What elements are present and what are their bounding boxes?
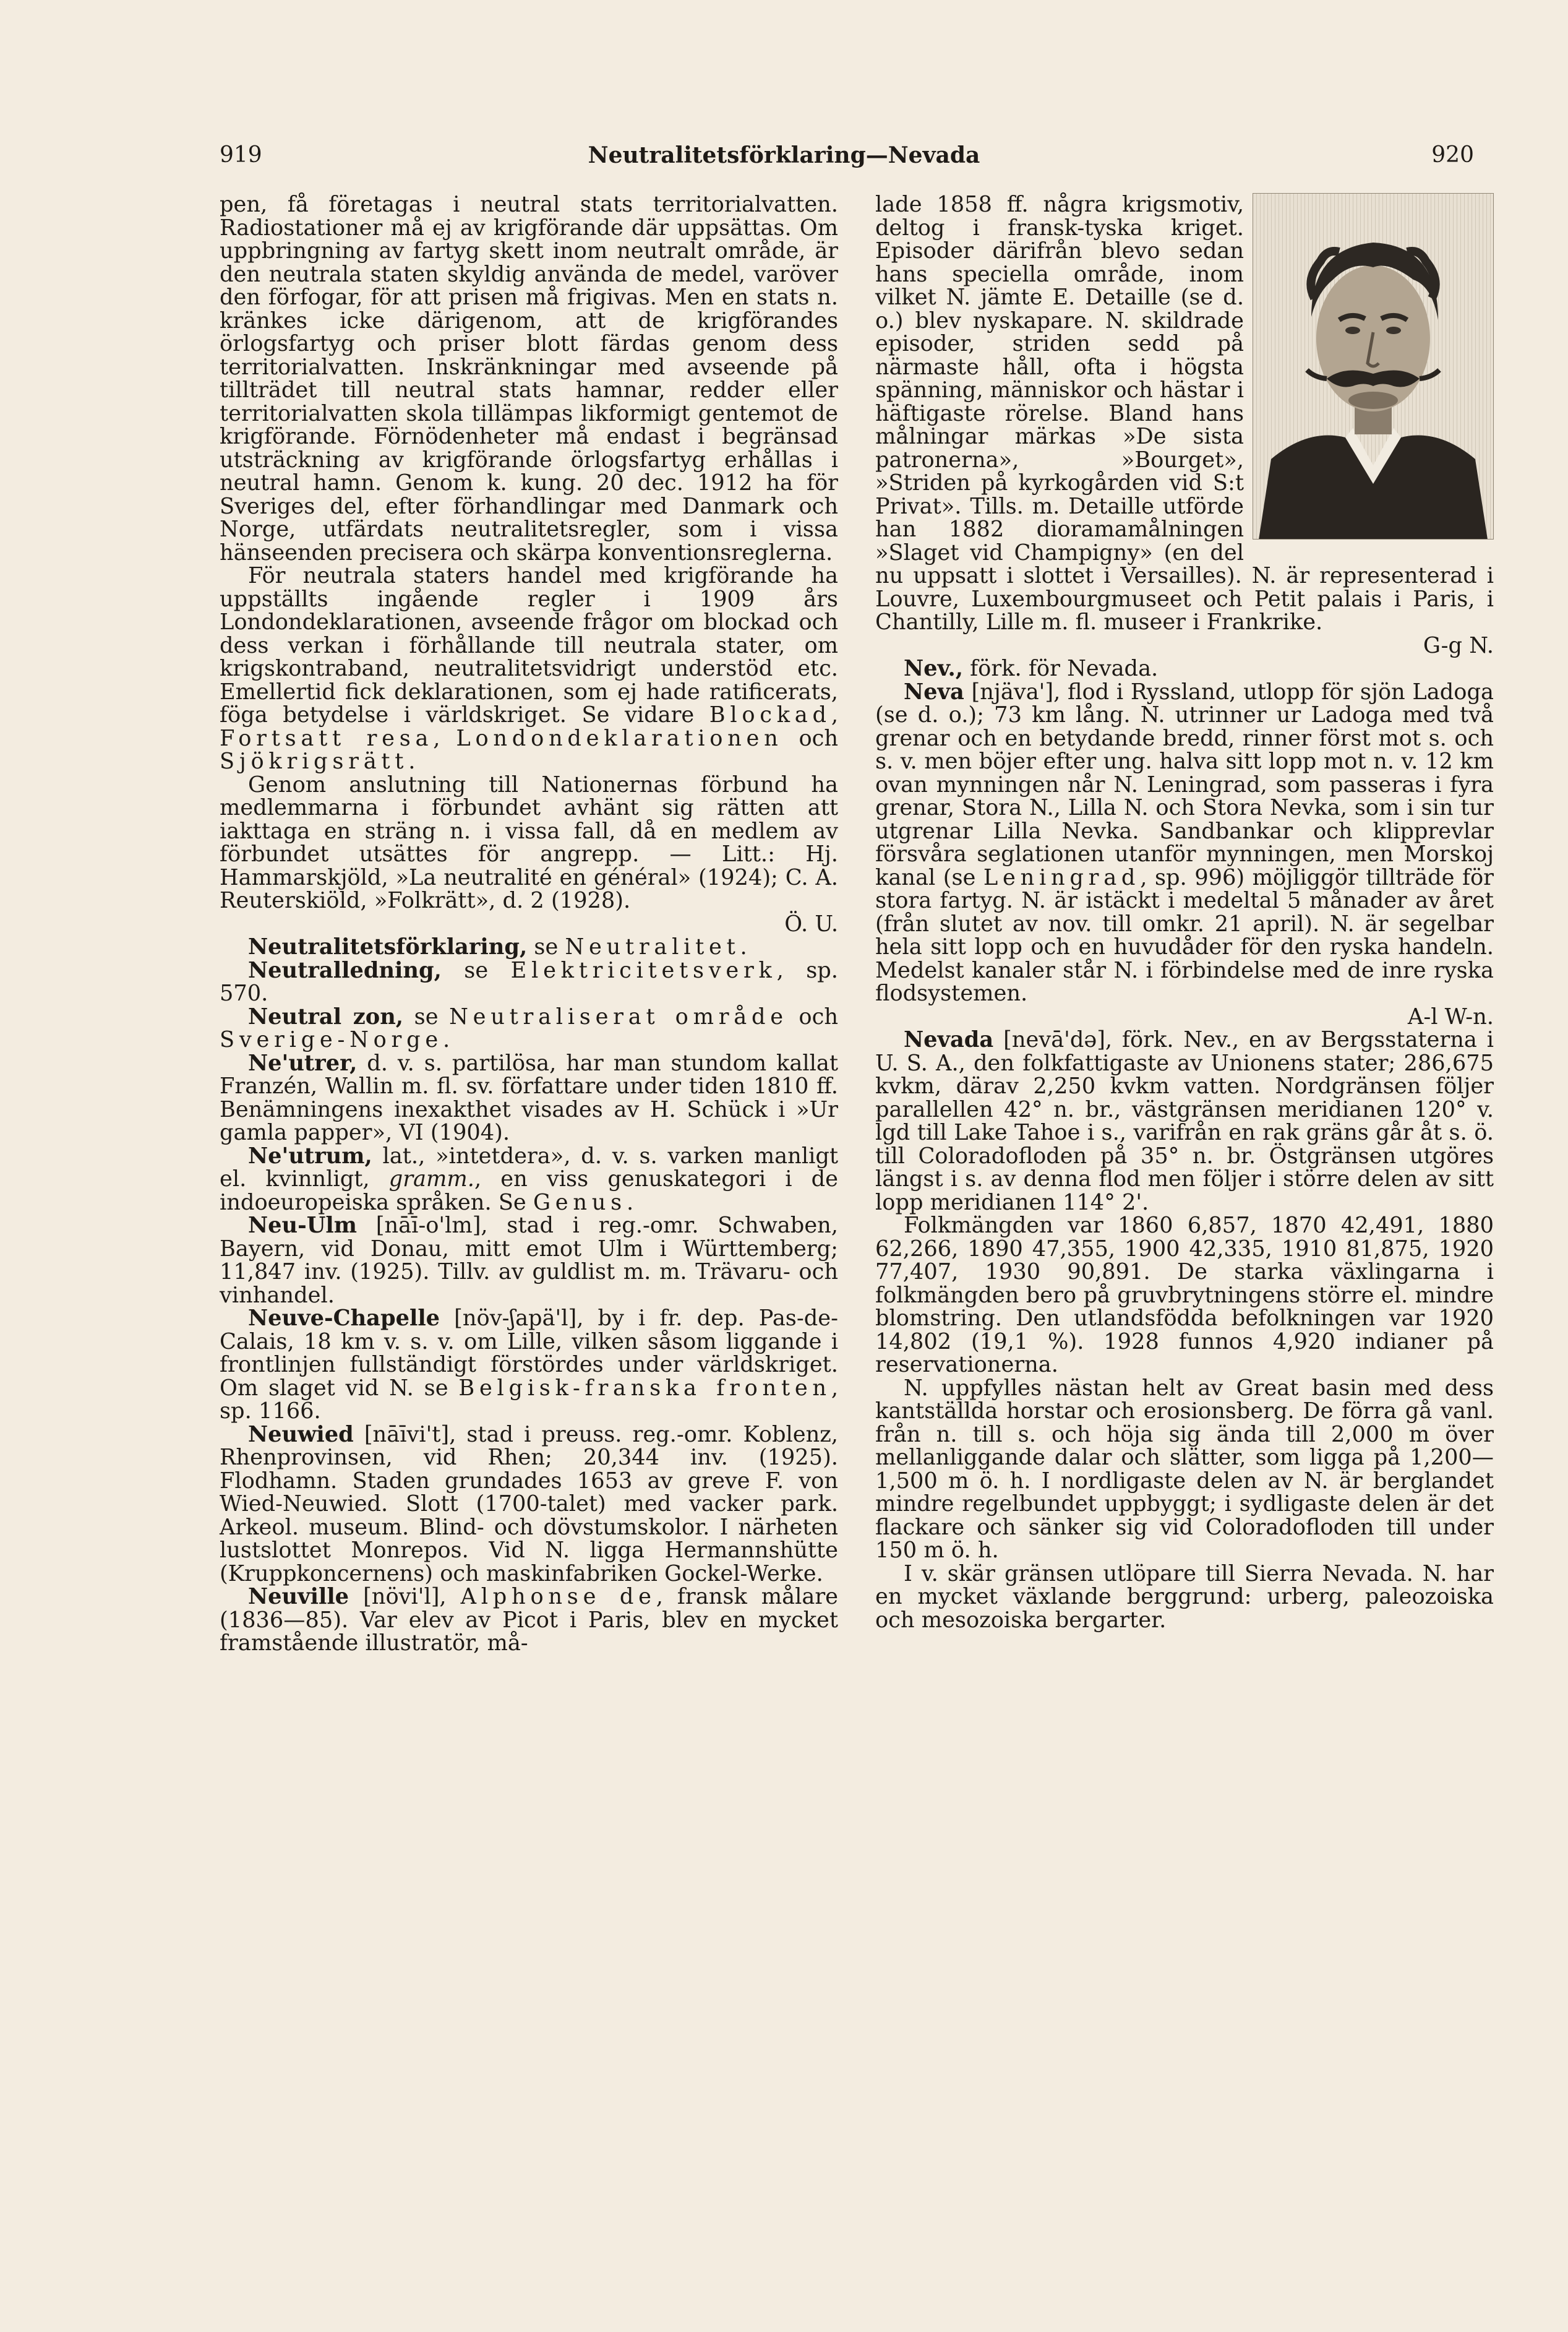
article-paragraph xyxy=(220,564,838,773)
article-paragraph xyxy=(875,1562,1494,1632)
entry-headword: Nev., xyxy=(904,656,963,681)
entry-text: Leningrad xyxy=(983,864,1141,890)
entry-text: förk. för Nevada. xyxy=(962,656,1159,681)
entry-headword: Neuwied xyxy=(248,1421,354,1447)
entry-text: , en viss genuskategori i de indoeuropeiska språken. Se xyxy=(220,1166,838,1215)
entry-headword: Ne'utrum, xyxy=(248,1143,372,1169)
author-signature: G-g N. xyxy=(1423,632,1494,658)
entry-text: Neutraliserat område xyxy=(449,1004,788,1030)
entry-text: Sjökrigsrätt xyxy=(220,749,409,774)
entry-headword: Ne'utrer, xyxy=(248,1050,358,1076)
entry-text: Folkmängden var 1860 6,857, 1870 42,491, 1880 62,266, 1890 47,355, 1900 42,335, 1910 81,875, 1920 77,407, 1930 90,891. De starka växlingarna i folkmängden bero på gruvbrytningens större el. mindre blomstring. Den utlandsfödda befolkningen var 1920 14,802 (19,1 %). 1928 funnos 4,920 indianer på reservationerna. xyxy=(875,1213,1494,1377)
article-paragraph xyxy=(220,1052,838,1145)
entry-text: . xyxy=(626,1189,634,1215)
entry-text: Blockad xyxy=(709,702,831,728)
entry-text: Belgisk-franska fronten xyxy=(458,1375,831,1401)
entry-text: Genus xyxy=(533,1189,627,1215)
entry-text: , fransk målare (1836—85). Var elev av Picot i Paris, blev en mycket framstående illustratör, må- xyxy=(220,1584,838,1656)
entry-text: pen, få företagas i neutral stats territorialvatten. Radiostationer må ej av krigförande där uppsättas. Om uppbringning av fartyg skett inom neutralt område, är den neutrala staten skyldig använda de medel, varöver den förfogar, för att prisen må frigivas. Men en stats n. kränkes icke därigenom, att de krigförandes örlogsfartyg och priser blott färdas genom dess territorialvatten. Inskränkningar med avseende på tillträdet till neutral stats hamnar, redder eller territorialvatten skola tillämpas likformigt gentemot de krigförande. Förnödenheter må endast i begränsad utsträckning av krigförande örlogsfartyg erhållas i neutral hamn. Genom k. kung. 20 dec. 1912 ha för Sveriges del, efter förhandlingar med Danmark och Norge, utfärdats neutralitetsregler, som i vissa hänseenden precisera och skärpa konventionsreglerna. xyxy=(220,192,838,566)
article-paragraph xyxy=(875,1214,1494,1377)
article-paragraph xyxy=(220,1585,838,1655)
entry-headword: Neuve-Chapelle xyxy=(248,1306,440,1331)
page-number-left: 919 xyxy=(220,142,262,168)
page-number-right: 920 xyxy=(1431,142,1474,168)
portrait-engraving-icon xyxy=(1253,193,1494,540)
entry-text: [nāīvi't], stad i preuss. reg.-omr. Koblenz, Rhenprovinsen, vid Rhen; 20,344 inv. (1925). Flodhamn. Staden grundades 1653 av greve F. von Wied-Neuwied. Slott (1700-talet) med vacker park. Arkeol. museum. Blind- och dövstumskolor. I närheten lustslottet Monrepos. Vid N. ligga Hermannshütte (Kruppkoncernens) och maskinfabriken Gockel-Werke. xyxy=(220,1421,838,1586)
entry-text: För neutrala staters handel med krigförande ha uppställts ingående regler i 1909 års Londondeklarationen, avseende frågor om blockad och dess verkan i förhållande till neutrala stater, om krigskontraband, neutralitetsvidrigt understöd etc. Emellertid fick deklarationen, som ej hade ratificerats, föga betydelse i världskriget. Se vidare xyxy=(220,563,838,728)
left-column xyxy=(220,193,838,1655)
entry-headword: Neutral zon, xyxy=(248,1004,404,1030)
entry-text: , sp. 1166. xyxy=(220,1375,839,1424)
entry-text: , xyxy=(831,702,838,728)
entry-text: se xyxy=(403,1004,450,1030)
entry-text: N. uppfylles nästan helt av Great basin med dess kantställda horstar och erosionsberg. De förra gå vanl. från n. till s. och höja sig ända till 2,000 m över mellanliggande dalar och slätter, som ligga på 1,200—1,500 m ö. h. I nordligaste delen av N. är berglandet mindre regelbundet uppbyggt; i sydligaste delen är det flackare och sänker sig vid Coloradofloden till under 150 m ö. h. xyxy=(875,1375,1494,1563)
entry-headword: Neu-Ulm xyxy=(248,1213,358,1238)
portrait-image xyxy=(1253,193,1494,540)
article-paragraph xyxy=(220,1005,838,1052)
entry-text: gramm. xyxy=(388,1166,474,1192)
entry-text: , sp. 996) möjliggör tillträde för stora fartyg. N. är istäckt i medeltal 5 månader av året (från slutet av nov. till omkr. 21 april). N. är segelbar hela sitt lopp och en huvudåder för den ryska handeln. Medelst kanaler står N. i förbindelse med de inre ryska flodsystemen. xyxy=(875,864,1494,1006)
entry-text: [növi'l], xyxy=(349,1584,461,1609)
entry-text: , sp. 570. xyxy=(220,957,838,1006)
article-paragraph xyxy=(220,1145,838,1215)
entry-text: [növ-ʃapä'l], by i fr. dep. Pas-de-Calais, 18 km v. s. v. om Lille, vilken såsom liggande i frontlinjen fullständigt förstördes under världskriget. Om slaget vid N. se xyxy=(220,1306,838,1401)
article-paragraph xyxy=(220,1214,838,1307)
entry-text: se xyxy=(441,957,511,983)
entry-text: och xyxy=(782,725,838,751)
article-paragraph xyxy=(220,773,838,936)
entry-headword: Nevada xyxy=(904,1027,994,1052)
entry-text: Genom anslutning till Nationernas förbund ha medlemmarna i förbundet avhänt sig rätten att iakttaga en sträng n. i vissa fall, då en medlem av förbundet utsättes för angrepp. — Litt.: Hj. Hammarskjöld, »La neutralité en général» (1924); C. A. Reuterskiöld, »Folkrätt», d. 2 (1928). xyxy=(220,772,838,913)
author-signature: Ö. U. xyxy=(784,911,838,937)
article-paragraph xyxy=(220,936,838,959)
entry-text: I v. skär gränsen utlöpare till Sierra Nevada. N. har en mycket växlande berggrund: urberg, paleozoiska och mesozoiska bergarter. xyxy=(875,1560,1494,1633)
entry-text: [nāī-o'lm], stad i reg.-omr. Schwaben, Bayern, vid Donau, mitt emot Ulm i Württemberg; 11,847 inv. (1925). Tillv. av guldlist m. m. Trävaru- och vinhandel. xyxy=(220,1213,838,1308)
entry-text: lat., »intetdera», d. v. s. varken manligt el. kvinnligt, xyxy=(220,1143,838,1192)
entry-headword: Neutralitetsförklaring, xyxy=(248,934,528,960)
entry-text: . xyxy=(442,1027,450,1052)
entry-headword: Neva xyxy=(904,679,964,705)
article-paragraph xyxy=(220,1423,838,1586)
entry-text: Elektricitetsverk xyxy=(510,957,777,983)
running-title: Neutralitetsförklaring—Nevada xyxy=(588,142,980,168)
article-paragraph xyxy=(875,681,1494,1029)
entry-headword: Neuville xyxy=(248,1584,349,1609)
article-paragraph xyxy=(220,193,838,564)
author-signature: A-l W-n. xyxy=(1407,1004,1494,1030)
entry-text: se xyxy=(527,934,565,960)
entry-text: lade 1858 ff. några krigsmotiv, deltog i fransk-tyska kriget. Episoder därifrån blevo sedan hans speciella område, inom vilket N. jämte E. Detaille (se d. o.) blev nyskapare. N. skildrade episoder, striden sedd på närmaste håll, ofta i högsta spänning, människor och hästar i häftigaste rörelse. Bland hans målningar märkas »De sista patronerna», »Bourget», »Striden på kyrkogården vid S:t Privat». Tills. m. Detaille utförde han 1882 dioramamålningen »Slaget vid Champigny» (en del nu uppsatt i slottet i Versailles). N. är representerad i Louvre, Luxembourgmuseet och Petit palais i Paris, i Chantilly, Lille m. fl. museer i Frankrike. xyxy=(875,192,1494,635)
article-paragraph xyxy=(875,1377,1494,1562)
article-paragraph xyxy=(220,1307,838,1423)
entry-text: Londondeklarationen xyxy=(456,725,783,751)
right-column xyxy=(875,193,1494,1632)
article-paragraph xyxy=(220,959,838,1005)
entry-text: [nevā'də], förk. Nev., en av Bergsstaterna i U. S. A., den folkfattigaste av Unionens stater; 286,675 kvkm, därav 2,250 kvkm vatten. Nordgränsen följer parallellen 42° n. br., västgränsen meridianen 120° v. lgd till Lake Tahoe i s., varifrån en rak gräns går åt s. ö. till Coloradofloden på 35° n. br. Östgränsen utgöres längst i s. av denna flod men följer i större delen av sitt lopp meridianen 114° 2'. xyxy=(875,1027,1494,1215)
entry-headword: Neutralledning, xyxy=(248,957,442,983)
entry-text: d. v. s. partilösa, har man stundom kallat Franzén, Wallin m. fl. sv. författare under tiden 1810 ff. Benämningens inexakthet visades av H. Schück i »Ur gamla papper», VI (1904). xyxy=(220,1050,838,1145)
entry-text: Fortsatt resa xyxy=(220,725,434,751)
entry-text: och xyxy=(787,1004,838,1030)
entry-text: [njäva'], flod i Ryssland, utlopp för sjön Ladoga (se d. o.); 73 km lång. N. utrinner ur Ladoga med två grenar och en betydande bredd, rinner först mot s. och s. v. men böjer efter ung. halva sitt lopp mot n. v. 12 km ovan mynningen når N. Leningrad, som passeras i fyra grenar, Stora N., Lilla N. och Stora Nevka, som i sin tur utgrenar Lilla Nevka. Sandbankar och klipprevlar försvåra seglationen utanför mynningen, men Morskoj kanal (se xyxy=(875,679,1494,890)
entry-text: . xyxy=(408,749,416,774)
entry-text: Alphonse de xyxy=(460,1584,656,1609)
entry-text: , xyxy=(433,725,456,751)
entry-text: . xyxy=(740,934,747,960)
entry-text: Neutralitet xyxy=(565,934,740,960)
article-paragraph xyxy=(875,657,1494,681)
page-header xyxy=(0,142,1568,179)
entry-text: Sverige-Norge xyxy=(220,1027,443,1052)
article-paragraph xyxy=(875,1028,1494,1214)
